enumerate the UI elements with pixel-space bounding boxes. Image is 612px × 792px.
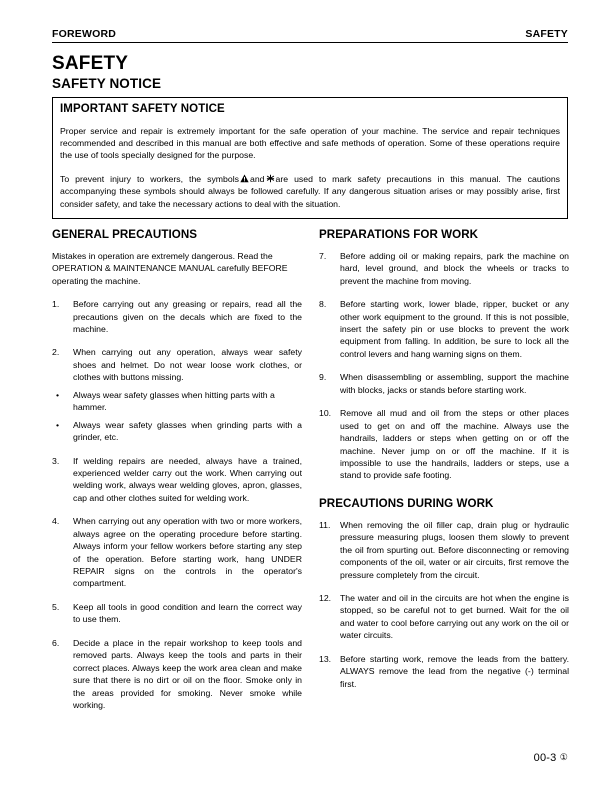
- list-item-text: When carrying out any operation with two or more workers, always agree on the operating procedure before starting. Always inform your fellow workers before starting any step of the operation. Before starting work, hang UNDER REPAIR signs on the controls in the operator's compartment.: [73, 516, 302, 589]
- list-item-marker: 6.: [52, 637, 60, 648]
- list-item-marker: 10.: [319, 408, 332, 419]
- list-item: [52, 389, 302, 414]
- list-item-text: Always wear safety glasses when grinding parts with a grinder, etc.: [73, 419, 302, 443]
- notice-paragraph-2-part2: are used to mark safety precautions in this manual. The cautions accompanying these symbols should always be followed carefully. If any dangerous situation arises or may possibly arise, first consider safety, and take the necessary actions to deal with the situation.: [60, 173, 561, 209]
- page-title: SAFETY: [52, 53, 129, 74]
- page-number: 00-3: [533, 752, 557, 764]
- list-item: [319, 250, 569, 287]
- list-item: [52, 455, 302, 505]
- list-item-text: Before carrying out any greasing or repairs, read all the precautions given on the decals which are fixed to the machine.: [73, 299, 302, 335]
- list-item-marker: 9.: [319, 372, 327, 383]
- left-column: [52, 228, 302, 723]
- list-item-text: Before starting work, lower blade, ripper, bucket or any other work equipment to the ground. If this is not possible, insert the safety pin or use blocks to prevent the work equipment from falling. In addition, be sure to lock all the control levers and hang warning signs on them.: [340, 299, 569, 359]
- list-item-marker: 8.: [319, 299, 327, 310]
- list-item: [52, 419, 302, 444]
- list-item-marker: 4.: [52, 516, 60, 527]
- list-item: [319, 592, 569, 642]
- list-item: [319, 519, 569, 581]
- list-item: [52, 298, 302, 335]
- list-item-text: When carrying out any operation, always wear safety shoes and helmet. Do not wear loose work clothes, or clothes with buttons missing.: [73, 347, 302, 383]
- list-item-text: Before adding oil or making repairs, park the machine on hard, level ground, and block the wheels or tracks to prevent the machine from moving.: [340, 250, 569, 286]
- list-item-marker: •: [56, 419, 60, 430]
- list-item-marker: 3.: [52, 455, 60, 466]
- list-item-marker: 1.: [52, 299, 60, 310]
- list-item: [319, 653, 569, 690]
- list-item-text: Always wear safety glasses when hitting parts with a hammer.: [73, 389, 275, 413]
- notice-paragraph-1: Proper service and repair is extremely important for the safe operation of your machine. The service and repair techniques recommended and described in this manual are both effective and safe methods of operation. Some of these operations require the use of tools specially designed for the purpose.: [60, 125, 560, 161]
- list-item-text: Decide a place in the repair workshop to keep tools and removed parts. Always keep the tools and parts in their correct places. Always keep the work area clean and make sure that there is no dirt or oil on the floor. Smoke only in the areas provided for smoking. Never smoke while working.: [73, 637, 302, 710]
- list-item-text: The water and oil in the circuits are hot when the engine is stopped, so be careful not to get burned. Wait for the oil and water to cool before carrying out any work on the oil or water circuits.: [340, 593, 569, 641]
- list-item-text: Remove all mud and oil from the steps or other places used to get on and off the machine. Always use the handrails, ladders or steps when getting on or off the machine. Never jump on or off the machine. If it is impossible to use the handrails, ladders or steps, use a stand to provide safe footing.: [340, 408, 569, 481]
- general-precautions-lead: Mistakes in operation are extremely dangerous. Read the OPERATION & MAINTENANCE MANUAL carefully BEFORE operating the machine.: [52, 250, 288, 286]
- page-footer: [534, 752, 568, 764]
- list-item-text: When removing the oil filler cap, drain plug or hydraulic pressure measuring plugs, loosen them slowly to prevent the oil from spurting out. Before disconnecting or removing components of the oil, water or air circuits, first remove the pressure completely from the circuit.: [340, 519, 569, 580]
- notice-heading: IMPORTANT SAFETY NOTICE: [60, 102, 225, 115]
- section-heading-precautions-during-work: PRECAUTIONS DURING WORK: [319, 496, 494, 510]
- list-item-marker: •: [56, 389, 60, 400]
- body-columns: [52, 228, 568, 723]
- running-header: [52, 28, 568, 43]
- safety-starburst-symbol: [266, 174, 275, 183]
- list-item-marker: 7.: [319, 250, 327, 261]
- notice-paragraph-2: [60, 173, 560, 210]
- list-item-text: Keep all tools in good condition and learn the correct way to use them.: [73, 601, 302, 625]
- list-item-marker: 13.: [319, 653, 332, 664]
- list-item-text: If welding repairs are needed, always have a trained, experienced welder carry out the work. When carrying out welding work, always wear welding gloves, apron, glasses, cap and other clothes suited for welding work.: [73, 455, 302, 503]
- list-item: [319, 371, 569, 396]
- section-heading-general-precautions: GENERAL PRECAUTIONS: [52, 227, 198, 241]
- important-safety-notice-box: [52, 97, 568, 219]
- list-item: [319, 407, 569, 482]
- list-item-marker: 12.: [319, 593, 332, 604]
- warning-triangle-symbol: [240, 174, 249, 183]
- list-item-marker: 2.: [52, 347, 60, 358]
- right-column: [319, 228, 569, 723]
- list-item-marker: 11.: [319, 519, 331, 530]
- list-item: [52, 601, 302, 626]
- running-header-right: SAFETY: [525, 28, 568, 40]
- list-item-text: When disassembling or assembling, support the machine with blocks, jacks or stands before starting work.: [340, 372, 569, 395]
- page-subtitle: SAFETY NOTICE: [52, 76, 162, 92]
- notice-paragraph-2-part1: To prevent injury to workers, the symbols: [60, 173, 239, 184]
- list-item: [52, 515, 302, 590]
- list-item-marker: 5.: [52, 601, 60, 612]
- list-item-text: Before starting work, remove the leads from the battery. ALWAYS remove the lead from the negative (-) terminal first.: [340, 653, 569, 689]
- notice-paragraph-2-conjunction: and: [250, 173, 265, 184]
- list-item: [52, 637, 302, 712]
- running-header-left: FOREWORD: [52, 28, 117, 40]
- revision-mark: ①: [559, 752, 568, 762]
- list-item: [52, 346, 302, 383]
- list-item: [319, 298, 569, 360]
- section-heading-preparations-for-work: PREPARATIONS FOR WORK: [319, 227, 479, 241]
